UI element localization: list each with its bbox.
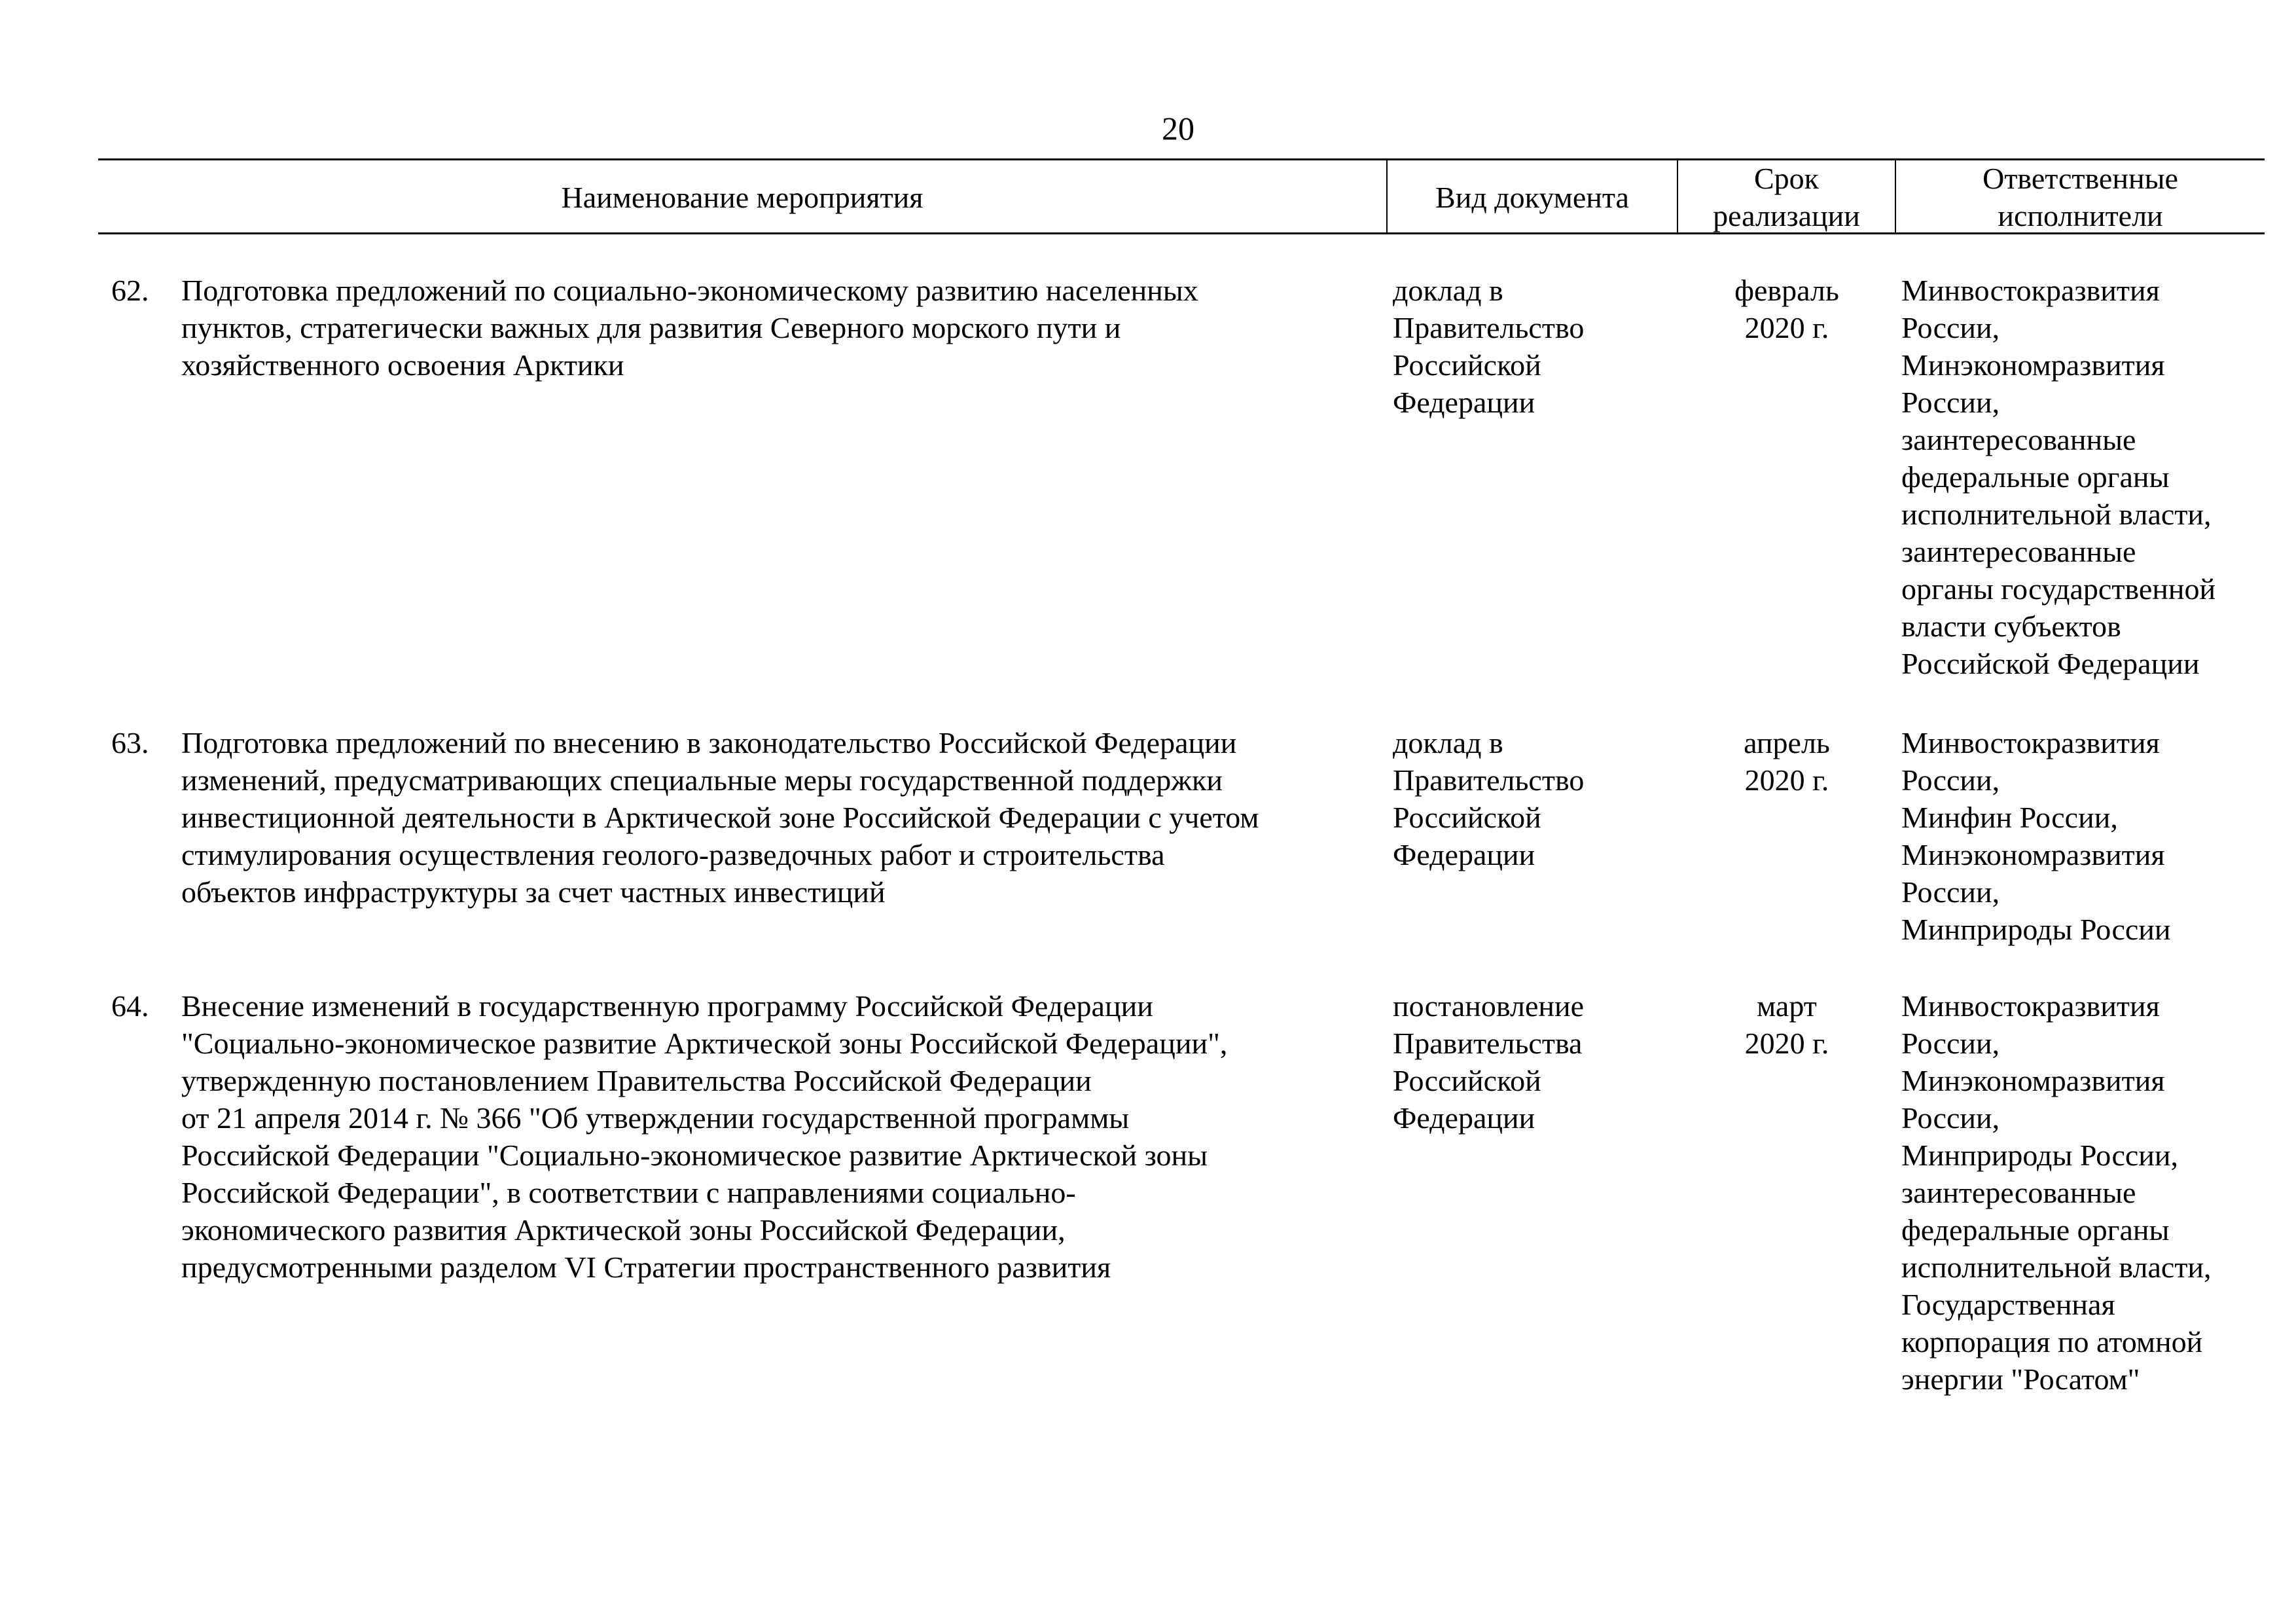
row-number: 62.	[111, 274, 149, 307]
row-doc-type: доклад в Правительство Российской Федерации	[1393, 274, 1585, 419]
header-doc-type: Вид документа	[1435, 180, 1629, 214]
row-responsible: Минвостокразвития России, Минэкономразвития России, заинтересованные федеральные органы исполнительной власти, заинтересованные органы государственной власти субъектов Российской Федерации	[1901, 274, 2216, 680]
row-doc-type: доклад в Правительство Российской Федерации	[1393, 726, 1585, 871]
row-name: Внесение изменений в государственную программу Российской Федерации "Социально-экономическое развитие Арктической зоны Российской Федерации", утвержденную постановлением Правительства Российской Федерации от 21 апреля 2014 г. № 366 "Об утверждении государственной программы Российской Федерации "Социально-экономическое развитие Арктической зоны Российской Федерации", в соответствии с направлениями социально- экономического развития Арктической зоны Российской Федерации, предусмотренными разделом VI Стратегии пространственного развития	[181, 989, 1228, 1284]
header-name: Наименование мероприятия	[561, 180, 924, 214]
page-number: 20	[1162, 110, 1194, 147]
row-number: 64.	[111, 989, 149, 1023]
header-term: Срок реализации	[1713, 162, 1860, 232]
row-term: февраль 2020 г.	[1734, 274, 1839, 344]
row-name: Подготовка предложений по социально-экономическому развитию населенных пунктов, стратегически важных для развития Северного морского пути и хозяйственного освоения Арктики	[181, 274, 1198, 382]
row-term: март 2020 г.	[1744, 989, 1829, 1060]
row-responsible: Минвостокразвития России, Минэкономразвития России, Минприроды России, заинтересованные федеральные органы исполнительной власти, Государственная корпорация по атомной энергии "Росатом"	[1901, 989, 2212, 1396]
row-doc-type: постановление Правительства Российской Федерации	[1393, 989, 1585, 1135]
row-number: 63.	[111, 726, 149, 759]
row-term: апрель 2020 г.	[1744, 726, 1830, 797]
row-responsible: Минвостокразвития России, Минфин России, Минэкономразвития России, Минприроды России	[1901, 726, 2171, 946]
header-responsible: Ответственные исполнители	[1982, 162, 2178, 232]
row-name: Подготовка предложений по внесению в законодательство Российской Федерации изменений, предусматривающих специальные меры государственной поддержки инвестиционной деятельности в Арктической зоне Российской Федерации с учетом стимулирования осуществления геолого-разведочных работ и строительства объектов инфраструктуры за счет частных инвестиций	[181, 726, 1259, 909]
